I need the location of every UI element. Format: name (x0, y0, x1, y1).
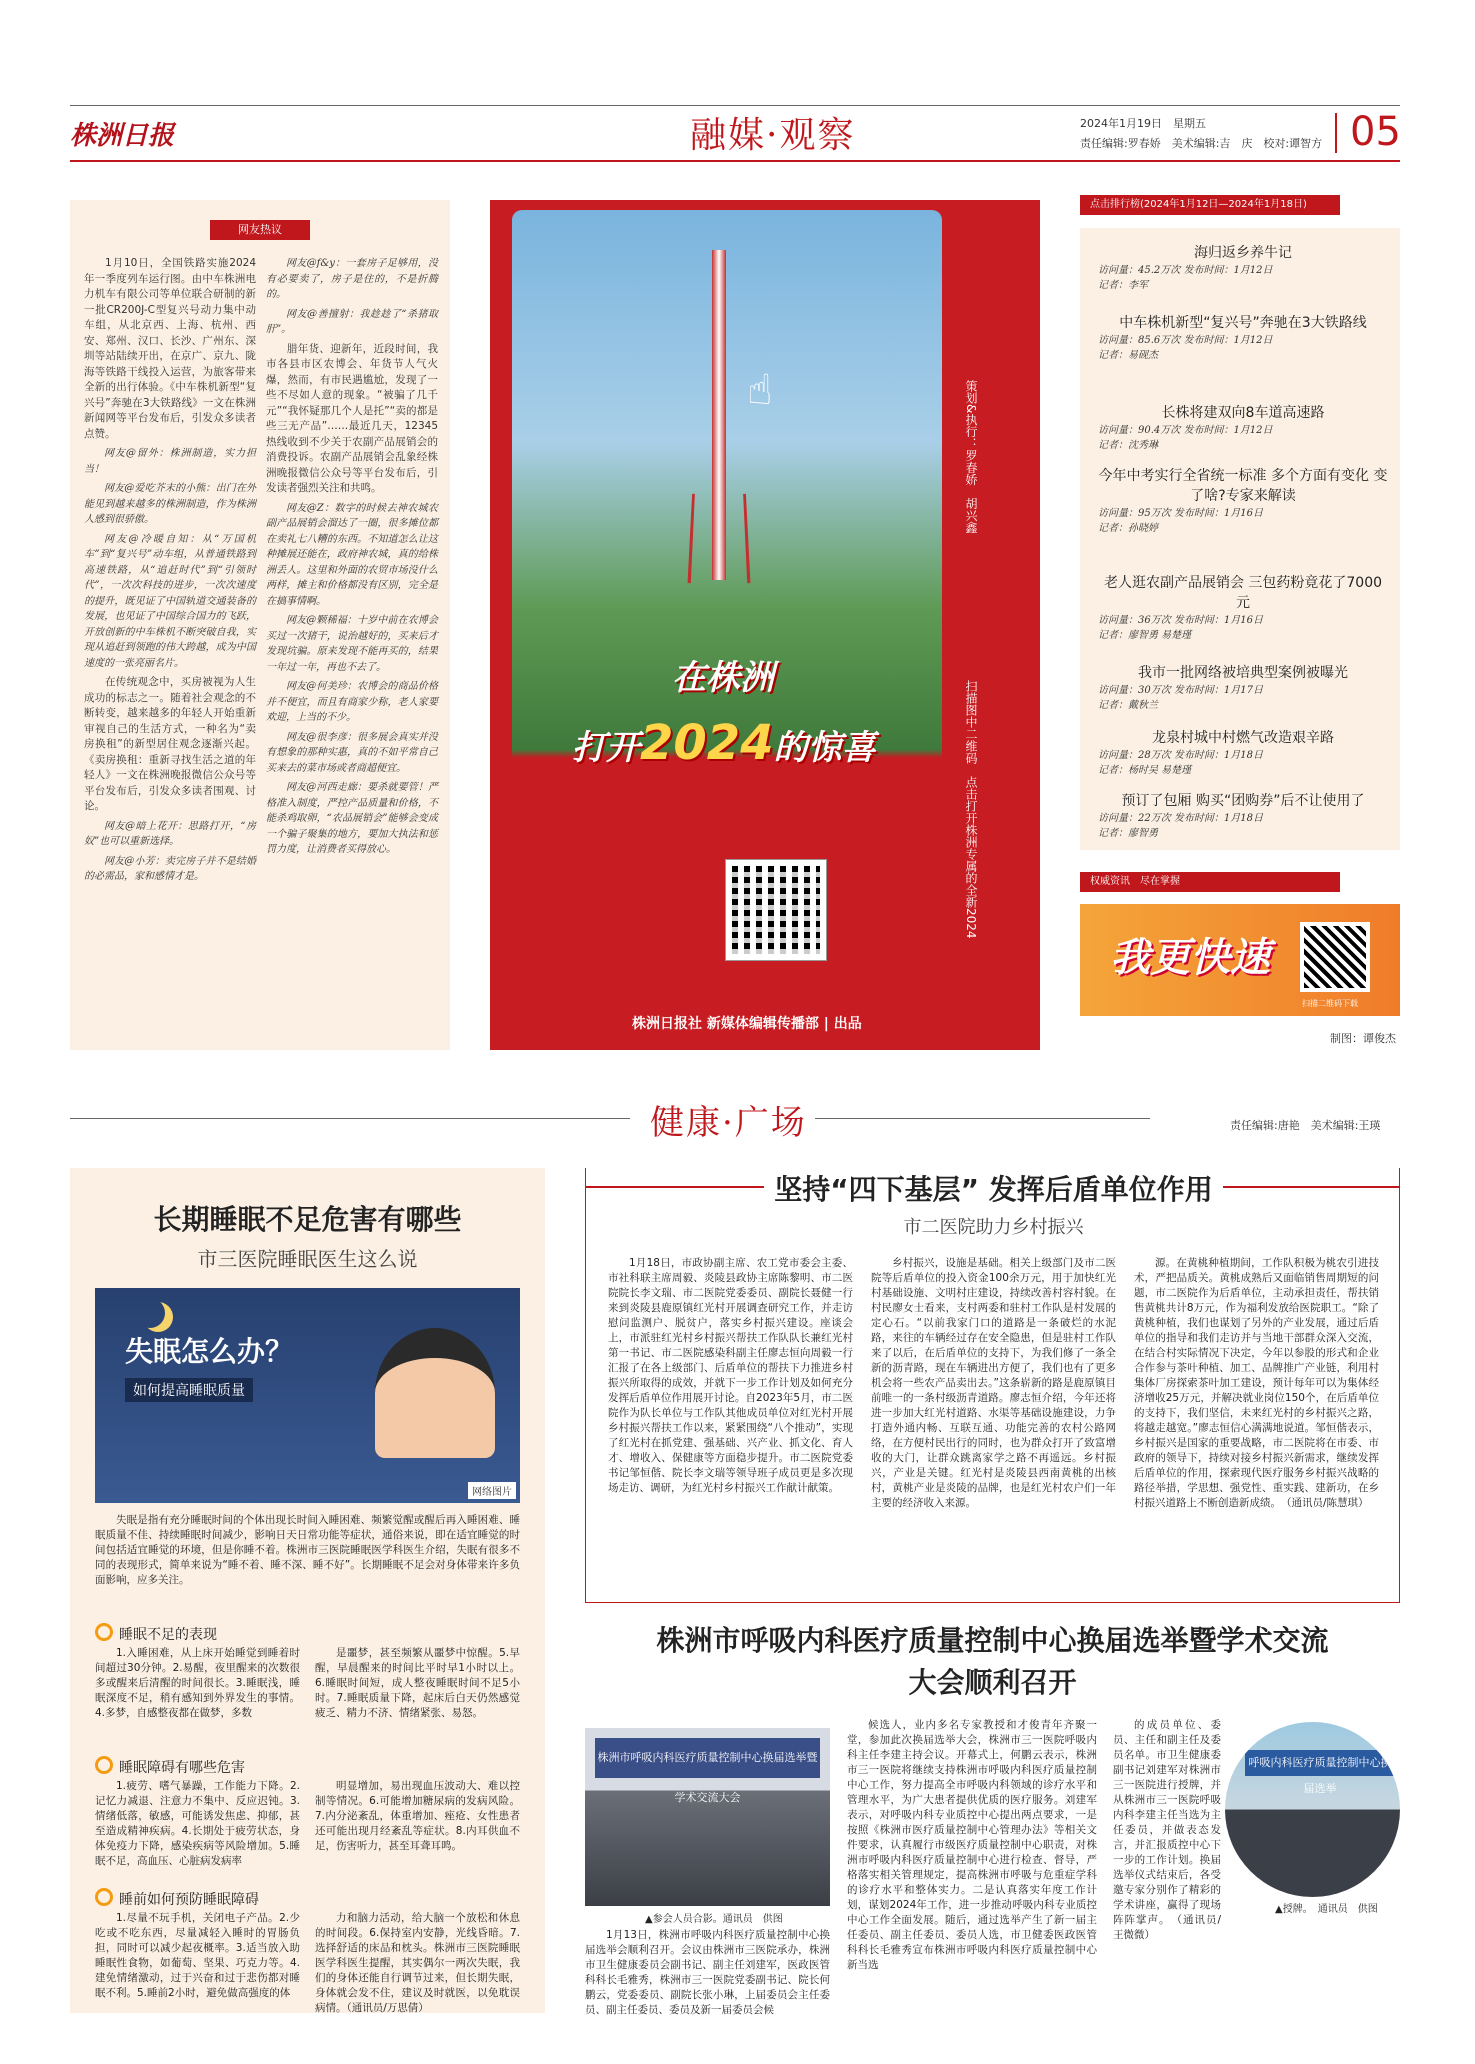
ranking-meta: 访问量：28万次 发布时间：1月18日 (1098, 750, 1263, 761)
photo-caption: ▲授牌。 通讯员 供图 (1275, 1904, 1378, 1915)
click-ranking-panel (1080, 195, 1400, 850)
ranking-item[interactable] (1098, 728, 1388, 778)
paragraph: 乡村振兴，设施是基础。相关上级部门及市二医院等后盾单位的投入资金100余万元，用于加快红光村基础设施、文明村庄建设，持续改善村容村貌。在村民廖女士看来，支村两委和驻村工作队是村发展的定心石。“以前我家门口的道路是一条破烂的水泥路，来往的车辆经过存在安全隐患，但是驻村工作队来了以后，在后盾单位的支持下，为我们修了一条全新的沥青路，现在车辆进出方便了，我们也有了更多机会将一些农产品卖出去。”这条崭新的路是鹿原镇目前唯一的一条村级沥青道路。廖志恒介绍，今年还将进一步加大红光村道路、水渠等基础设施建设，力争打造外通内畅、互联互通、功能完善的农村公路网络，在方便村民出行的同时，也为群众打开了致富增收的大门，让群众跳离家学之路不再遥远。乡村振兴，产业是关键。红光村是炎陵县西南黄桃的出核村，黄桃产业是炎陵的品牌，也是红光村农户们一年主要的经济收入来源。 (871, 1257, 1116, 1509)
comment: 网友@河西走廊：要杀就要管！严格准入制度，严控产品质量和价格，不能杀鸡取卵，“农品展销会”能够会变成一个骗子聚集的地方，要加大执法和惩罚力度，让消费者买得放心。 (266, 782, 438, 855)
ranking-item[interactable] (1098, 791, 1388, 841)
paragraph: 力和脑力活动，给大脑一个放松和休息的时间段。6.保持室内安静，光线昏暗。7.选择舒适的床品和枕头。株洲市三医院睡眠医学科医生提醒，其实偶尔一两次失眠，我们的身体还能自行调节过来，但长期失眠，身体就会发不住，建议及时就医，以免耽误病情。（通讯员/万思倩） (315, 1912, 520, 2014)
masthead-rule (70, 160, 1400, 162)
poster (490, 200, 1040, 1050)
app-promo-banner[interactable] (1080, 904, 1400, 1016)
poster-headline-2 (572, 715, 876, 771)
paragraph: 腊年货、迎新年，近段时间，我市各县市区农博会、年货节人气火爆，然而，有市民遇尴尬，发现了一些不尽如人意的现象。“被骗了几千元”“我怀疑那几个人是托”“卖的都是些三无产品”……最近几天，12345热线收到不少关于农副产品展销会的消费投诉。农副产品展销会乱象经株洲晚报微信公众号等平台发布后，引发读者强烈关注和共鸣。 (266, 342, 438, 494)
paragraph: 候选人，业内多名专家教授和才俊青年齐聚一堂，参加此次换届选举大会，株洲市三一医院呼吸内科主任李建主持会议。开幕式上，何鹏云表示，株洲市三一医院将继续支持株洲市呼吸内科医疗质量控制中心工作，努力提高全市呼吸内科领域的诊疗水平和管理水平，为广大患者提供优质的医疗服务。刘建军表示，对呼吸内科专业质控中心提出两点要求，一是按照《株洲市医疗质量控制中心管理办法》等相关文件要求，认真履行市级医疗质量控制中心职责，对株洲市呼吸内科医疗质量控制中心进行检查、督导，严格落实相关管理规定，提高株洲市呼吸与危重症学科的诊疗水平和整体实力。二是认真落实年度工作计划，谋划2024年工作，进一步推动呼吸内科专业质控中心工作全面发展。随后，通过选举产生了新一届主任委员、副主任委员、委员人选，市卫健委医政医管科科长毛雅秀宣布株洲市呼吸内科医疗质量控制中心新当选 (847, 1719, 1097, 1971)
ranking-meta: 访问量：45.2万次 发布时间：1月12日 (1098, 265, 1273, 276)
section-title: 健康·广场 (650, 1103, 807, 1143)
poster-planning-credit: 策划&执行：罗春娇 胡兴鑫 (964, 380, 978, 534)
ranking-reporter: 记者：廖智勇 易楚瑾 (1098, 630, 1192, 641)
ranking-item[interactable] (1098, 663, 1388, 713)
ranking-item[interactable] (1098, 243, 1388, 293)
ranking-reporter: 记者：杨时吴 易楚瑾 (1098, 765, 1192, 776)
section-title: 融媒·观察 (690, 115, 856, 156)
group-photo (585, 1728, 830, 1906)
paragraph: 1.疲劳、嗜气暴躁，工作能力下降。2.记忆力减退、注意力不集中、反应迟钝。3.情绪低落，敏感，可能诱发焦虑、抑郁，甚至造成精神疾病。4.长期处于疲劳状态，身体免疫力下降，感染疾病等风险增加。5.睡眠不足，高血压、心脏病发病率 (95, 1780, 300, 1867)
ranking-meta: 访问量：36万次 发布时间：1月16日 (1098, 615, 1263, 626)
article-subtitle: 市二医院助力乡村振兴 (903, 1217, 1084, 1238)
comment: 网友@爱吃芥末的小熊：出门在外能见到越来越多的株洲制造，作为株洲人感到很骄傲。 (84, 483, 256, 525)
authority-news-panel (1080, 872, 1400, 1022)
paragraph: 在传统观念中，买房被视为人生成功的标志之一。随着社会观念的不断转变，越来越多的年轻人开始重新审视自己的生活方式，一种名为“卖房换租”的新型居住观念逐渐兴起。《卖房换租：重新寻找生活之道的年轻人》一文在株洲晚报微信公众号等平台发布后，引发众多读者围观、讨论。 (84, 676, 256, 812)
ranking-title: 海归返乡养牛记 (1194, 245, 1292, 261)
paragraph: 明显增加，易出现血压波动大、难以控制等情况。6.可能增加糖尿病的发病风险。7.内分泌紊乱，体重增加、痤疮、女性患者还可能出现月经紊乱等症状。8.内耳供血不足，伤害听力，甚至耳聋耳鸣。 (315, 1780, 520, 1852)
article-title (586, 1168, 1401, 1208)
ranking-item[interactable] (1098, 403, 1388, 453)
editors-credit: 责任编辑:罗春娇 美术编辑:吉 庆 校对:谭智方 (1080, 137, 1323, 150)
ranking-title: 老人逛农副产品展销会 三包药粉竟花了7000元 (1103, 575, 1383, 611)
text-column (847, 1718, 1097, 1973)
comment: 网友@冷暖自知：从“万国机车”到“复兴号”动车组，从普通铁路到高速铁路，从“追赶时代”到“引领时代”，一次次科技的进步，一次次速度的提升，既见证了中国轨道交通装备的发展，也见证了中国综合国力的飞跃，开放创新的中车株机不断突破自我，实现从追赶到领跑的伟大跨越，成为中国速度的一张亮丽名片。 (84, 533, 256, 669)
ranking-item[interactable] (1098, 573, 1388, 643)
editors-credit: 责任编辑:唐艳 美术编辑:王瑛 (1230, 1119, 1381, 1132)
ranking-reporter: 记者：李军 (1098, 280, 1148, 291)
issue-date: 2024年1月19日 星期五 (1080, 117, 1206, 130)
subheading: 睡眠不足的表现 (95, 1623, 217, 1644)
title-text: 坚持“四下基层” 发挥后盾单位作用 (764, 1173, 1223, 1206)
text-column (608, 1256, 853, 1496)
ranking-meta: 访问量：22万次 发布时间：1月18日 (1098, 813, 1263, 824)
authority-tag: 权威资讯 尽在掌握 (1080, 872, 1340, 892)
poster-footer: 株洲日报社 新媒体编辑传播部 | 出品 (632, 1016, 862, 1032)
photo-banner: 呼吸内科医疗质量控制中心换届选举 (1245, 1750, 1395, 1776)
page-number: 05 (1350, 109, 1401, 155)
comment: 网友@f&y：一套房子足够用，没有必要卖了，房子是住的，不是折腾的。 (266, 258, 438, 300)
respiratory-qc-article (585, 1620, 1400, 2015)
paragraph: 1.尽量不玩手机，关闭电子产品。2.少吃或不吃东西，尽量减轻入睡时的胃肠负担，同时可以减少起夜概率。3.适当放入助睡眠性食物，如葡萄、坚果、巧克力等。4.建免情绪激动，过于兴奋和过于悲伤都对睡眠不利。5.睡前2小时，避免做高强度的体 (95, 1912, 300, 1999)
comment: 网友@留外：株洲制造，实力担当！ (84, 448, 256, 475)
paragraph: 1月13日，株洲市呼吸内科医疗质量控制中心换届选举会顺利召开。会议由株洲市三医院承办，株洲市卫生健康委员会副书记、副主任刘建军，医政医管科科长毛雅秀，株洲市三一医院党委副书记、院长何鹏云，党委委员、副院长张小琳，上届委员会主任委员、副主任委员、委员及新一届委员会候 (585, 1929, 830, 2016)
ranking-reporter: 记者：孙晓婷 (1098, 523, 1158, 534)
text-column (871, 1256, 1116, 1511)
ranking-title: 中车株机新型“复兴号”奔驰在3大铁路线 (1119, 315, 1367, 331)
comment: 网友@很李彦：很多展会真实并没有想象的那种实惠，真的不如平常自己买来去的菜市场或者商超便宜。 (266, 731, 438, 774)
banner-text: 我更快速 (1110, 935, 1270, 981)
comment: 网友@何美珍：农博会的商品价格并不便宜，而且有商家少称，老人家要欢迎，上当的不少。 (266, 681, 438, 723)
poster-image (512, 210, 942, 1040)
qr-code[interactable] (1300, 922, 1370, 992)
ranking-reporter: 记者：沈秀琳 (1098, 440, 1158, 451)
ranking-meta: 访问量：85.6万次 发布时间：1月12日 (1098, 335, 1273, 346)
qr-code[interactable] (726, 860, 826, 960)
award-photo (1225, 1722, 1400, 1897)
comment: 网友@Z：数字的时候去神农城农副产品展销会溜达了一圈，很多摊位都在卖礼七八糟的东西。不知道怎么让这种摊展还能在，政府神农城，真的给株洲丢人。这里和外面的农贸市场没什么两样，摊主和价格都没有区别，完全是在搞事情啊。 (266, 502, 438, 607)
text-column (95, 1779, 300, 1869)
newspaper-logo: 株洲日报 (70, 121, 175, 151)
paragraph: 1月18日，市政协副主席、农工党市委会主委、市社科联主席周毅、炎陵县政协主席陈黎明、市二医院院长李文瑞、市二医院党委委员、副院长聂健一行来到炎陵县鹿原镇红光村开展调查研究工作，并走访慰问监测户、脱贫户，落实乡村振兴建设。座谈会上，市派驻红光村乡村振兴帮扶工作队队长兼红光村第一书记、市二医院感染科副主任廖志恒向周毅一行汇报了在各上级部门、后盾单位的帮扶下力推进乡村振兴所取得的成效，并就下一步工作计划及如何充分发挥后盾单位作用展开讨论。自2023年5月，市二医院作为队长单位与工作队其他成员单位对红光村开展乡村振兴帮扶工作以来，紧紧围绕“八个推动”，实现了红光村在抓党建、强基础、兴产业、抓文化、育人才、增收入、保健康等方面稳步提升。市二医院党委书记邹恒偕、院长李文瑞等领导班子成员更是多次现场走访、调研，为红光村乡村振兴工作献计献策。 (608, 1257, 853, 1494)
comment: 网友@暗上花开：思路打开，“房奴”也可以重新选择。 (84, 820, 256, 847)
masthead (70, 105, 1400, 160)
masthead-divider (1335, 113, 1337, 153)
graphic-credit: 制图：谭俊杰 (1330, 1032, 1396, 1045)
ranking-title: 预订了包厢 购买“团购券”后不让使用了 (1121, 793, 1365, 809)
ranking-item[interactable] (1098, 313, 1388, 363)
paragraph: 源。在黄桃种植期间，工作队积极为桃农引进技术，严把品质关。黄桃成熟后又面临销售周期短的问题，市二医院作为后盾单位，主动承担责任，帮扶销售黄桃共计8万元，作为福利发放给医院职工。“除了黄桃种植，我们也谋划了另外的产业发展，通过后盾单位的指导和我们走访并与当地干部群众深入交流，在结合村实际情况下决定，今年以参股的形式和企业合作参与茶叶种植、加工、品牌推广产业链，利用村集体厂房探索茶叶加工建设，预计每年可以为集体经济增收25万元，并解决就业岗位150个，在后盾单位的支持下，我们坚信，未来红光村的乡村振兴之路，将越走越宽。”廖志恒信心满满地说道。邹恒偕表示，乡村振兴是国家的重要战略，市二医院将在市委、市政府的领导下，持续对接乡村振兴新需求，继续发挥后盾单位的作用，探索现代医疗服务乡村振兴战略的路径举措，学思想、强党性、重实践、建新功，在乡村振兴道路上不断创造新成绩。 （通讯员/陈慧琪） (1134, 1257, 1379, 1509)
text-column (95, 1646, 300, 1721)
image-caption: 网络图片 (468, 1482, 516, 1499)
netizen-tag: 网友热议 (210, 220, 310, 240)
section-rule-left (70, 1118, 630, 1119)
text-column (585, 1928, 830, 2018)
tap-hand-icon: ☝ (747, 365, 773, 414)
ranking-item[interactable] (1098, 466, 1388, 536)
ranking-reporter: 记者：易砚杰 (1098, 350, 1158, 361)
paragraph: 的成员单位、委员、主任和副主任及委员名单。市卫生健康委副书记刘建军对株洲市三一医院进行授牌，并从株洲市三一医院呼吸内科李建主任当选为主任委员，并做表态发言，并汇报质控中心下一步的工作计划。换届选举仪式结束后，各受邀专家分别作了精彩的学术讲座，赢得了现场阵阵掌声。 （通讯员/王微微） (1113, 1719, 1221, 1941)
comment: 网友@颗稀福：十岁中前在农博会买过一次猪干，说治越好的，买来后才发现坑骗。原来发现不能再买的，结果一年过一年，再也不去了。 (266, 615, 438, 673)
text-column (315, 1911, 520, 2016)
subheading: 睡眠障碍有哪些危害 (95, 1756, 245, 1777)
ranking-title: 今年中考实行全省统一标准 多个方面有变化 变了啥?专家来解读 (1098, 468, 1388, 504)
netizen-column-1 (84, 256, 256, 889)
rural-revitalization-article (585, 1168, 1400, 1603)
ranking-list (1080, 228, 1400, 850)
moon-icon (135, 1298, 165, 1328)
top-rule (70, 105, 1400, 106)
ranking-title: 我市一批网络被培典型案例被曝光 (1138, 665, 1348, 681)
illustration-subtitle: 如何提高睡眠质量 (125, 1378, 253, 1402)
paragraph: 是噩梦，甚至频繁从噩梦中惊醒。5.早醒，早晨醒来的时间比平时早1小时以上。6.睡眠时间短，成人整夜睡眠时间不足5小时。7.睡眠质量下降，起床后白天仍然感觉疲乏、精力不济、情绪紧张、易怒。 (315, 1647, 520, 1719)
headline-year: 2024 (640, 715, 774, 771)
section-rule-right (815, 1118, 1150, 1119)
paragraph: 1.入睡困难，从上床开始睡觉到睡着时间超过30分钟。2.易醒，夜里醒来的次数很多或醒来后清醒的时间很长。3.睡眠浅，睡眠深度不足，稍有感知到外界发生的事情。4.多梦，自感整夜都在做梦，多数 (95, 1647, 300, 1719)
sleep-article (70, 1168, 545, 2013)
poster-scan-hint: 扫描图中二维码 点击打开株洲专属的全新2024 (964, 680, 978, 939)
sleepless-child-illustration (375, 1328, 495, 1458)
qr-caption: 扫描二维码下载 (1302, 999, 1358, 1008)
photo-caption: ▲参会人员合影。通讯员 供图 (645, 1914, 783, 1925)
text-column (315, 1779, 520, 1854)
article-title: 长期睡眠不足危害有哪些 (153, 1203, 462, 1236)
ranking-reporter: 记者：戴秋兰 (1098, 700, 1158, 711)
tower-base-illustration (688, 494, 751, 583)
insomnia-illustration (95, 1288, 520, 1503)
headline-part: 打开 (572, 728, 640, 768)
headline-part: 的惊喜 (773, 728, 876, 768)
ranking-title: 长株将建双向8车道高速路 (1161, 405, 1325, 421)
ranking-meta: 访问量：95万次 发布时间：1月16日 (1098, 508, 1263, 519)
article-lead: 失眠是指有充分睡眠时间的个体出现长时间入睡困难、频繁觉醒或醒后再入睡困难、睡眠质量不佳、持续睡眠时间减少，影响日天日常功能等症状，通俗来说，即在适宜睡觉的时间包括适宜睡觉的环境，但是你睡不着。株洲市三医院睡眠医学科医生介绍，失眠有很多不同的表现形式，简单来说为“睡不着、睡不深、睡不好”。长期睡眠不足会对身体带来许多负面影响，应多关注。 (95, 1514, 520, 1586)
ranking-tag: 点击排行榜(2024年1月12日—2024年1月18日) (1080, 195, 1340, 215)
illustration-title: 失眠怎么办？ (125, 1335, 294, 1368)
ranking-meta: 访问量：30万次 发布时间：1月17日 (1098, 685, 1263, 696)
text-column (315, 1646, 520, 1721)
article-subtitle: 市三医院睡眠医生这么说 (197, 1247, 418, 1271)
text-column (95, 1911, 300, 2001)
poster-headline-1: 在株洲 (672, 658, 774, 698)
text-column (1113, 1718, 1221, 1943)
comment: 网友@善擅射：我趁趁了“杀猪取肝”。 (266, 308, 438, 335)
photo-banner: 株洲市呼吸内科医疗质量控制中心换届选举暨学术交流大会 (595, 1738, 820, 1778)
comment: 网友@小芳：卖完房子并不是结婚的必需品，家和感情才是。 (84, 855, 256, 882)
ranking-title: 龙泉村城中村燃气改造艰辛路 (1152, 730, 1334, 746)
paragraph: 1月10日，全国铁路实施2024年一季度列车运行图。由中车株洲电力机车有限公司等单位联合研制的新一批CR200J-C型复兴号动力集中动车组，从北京西、上海、杭州、西安、郑州、汉口、长沙、广州东、深圳等站陆续开出，在京广、京九、陇海等铁路干线投入运营，为旅客带来全新的出行体验。《中车株机新型“复兴号”奔驰在3大铁路线》一文在株洲新闻网等平台发布后，引发众多读者点赞。 (84, 257, 256, 440)
text-column (1134, 1256, 1379, 1511)
ranking-meta: 访问量：90.4万次 发布时间：1月12日 (1098, 425, 1273, 436)
netizen-discussion-panel (70, 200, 450, 1050)
subheading: 睡前如何预防睡眠障碍 (95, 1888, 259, 1909)
article-title: 株洲市呼吸内科医疗质量控制中心换届选举暨学术交流大会顺利召开 (656, 1624, 1329, 1699)
netizen-column-2 (266, 256, 438, 862)
ranking-reporter: 记者：廖智勇 (1098, 828, 1158, 839)
